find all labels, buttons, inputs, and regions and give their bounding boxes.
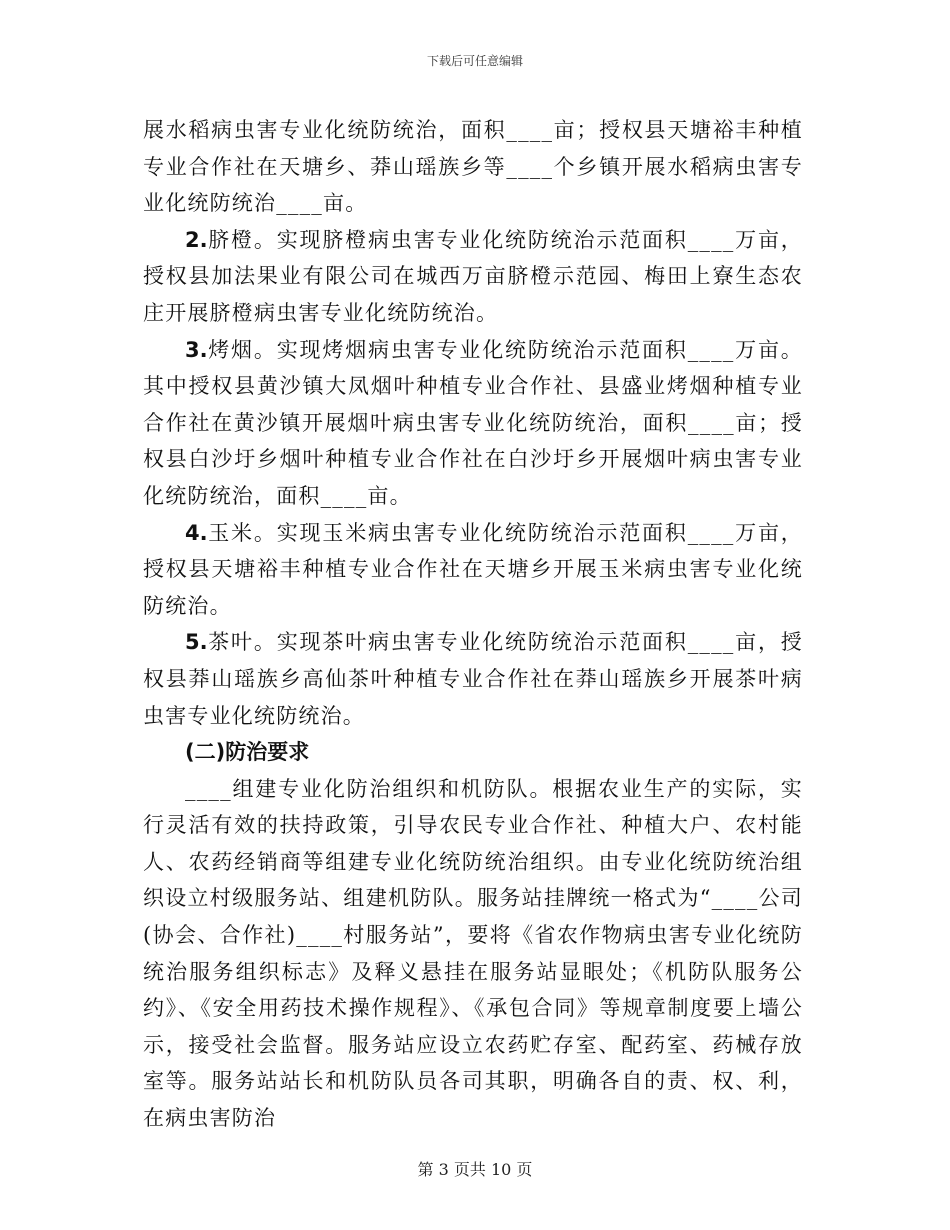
section-subheading: (二)防治要求 xyxy=(185,740,310,765)
page-footer: 第 3 页共 10 页 xyxy=(417,1160,533,1179)
paragraph-continued: 展水稻病虫害专业化统防统治，面积____亩；授权县天塘裕丰种植专业合作社在天塘乡、莽山瑶族乡等____个乡镇开展水稻病虫害专业化统防统治____亩。 xyxy=(143,118,803,216)
paragraph-requirements: ____组建专业化防治组织和机防队。根据农业生产的实际，实行灵活有效的扶持政策，引导农民专业合作社、种植大户、农村能人、农药经销商等组建专业化统防统治组织。由专业化统防统治组织设立村级服务站、组建机防队。服务站挂牌统一格式为“____公司(协会、合作社)____村服务站”，要将《省农作物病虫害专业化统防统治服务组织标志》及释义悬挂在服务站显眼处；《机防队服务公约》、《安全用药技术操作规程》、《承包合同》等规章制度要上墙公示，接受社会监督。服务站应设立农药贮存室、配药室、药械存放室等。服务站站长和机防队员各司其职，明确各自的责、权、利，在病虫害防治 xyxy=(143,776,803,1131)
list-number: 5. xyxy=(185,630,208,655)
list-item-text: 玉米。实现玉米病虫害专业化统防统治示范面积____万亩，授权县天塘裕丰种植专业合作社在天塘乡开展玉米病虫害专业化统防统治。 xyxy=(143,520,803,618)
list-item-navel-orange xyxy=(143,222,803,332)
list-number: 2. xyxy=(185,227,208,252)
list-item-corn xyxy=(143,515,803,625)
list-item-text: 脐橙。实现脐橙病虫害专业化统防统治示范面积____万亩，授权县加法果业有限公司在城西万亩脐橙示范园、梅田上寮生态农庄开展脐橙病虫害专业化统防统治。 xyxy=(143,227,803,325)
list-item-text: 烤烟。实现烤烟病虫害专业化统防统治示范面积____万亩。其中授权县黄沙镇大凤烟叶种植专业合作社、县盛业烤烟种植专业合作社在黄沙镇开展烟叶病虫害专业化统防统治，面积____亩；授权县白沙圩乡烟叶种植专业合作社在白沙圩乡开展烟叶病虫害专业化统防统治，面积____亩。 xyxy=(143,337,803,508)
list-number: 3. xyxy=(185,337,208,362)
list-item-tea xyxy=(143,624,803,734)
list-item-tobacco xyxy=(143,332,803,515)
list-item-text: 茶叶。实现茶叶病虫害专业化统防统治示范面积____亩，授权县莽山瑶族乡高仙茶叶种植专业合作社在莽山瑶族乡开展茶叶病虫害专业化统防统治。 xyxy=(143,630,803,728)
document-body xyxy=(143,112,803,1137)
list-number: 4. xyxy=(185,520,208,545)
page-header: 下载后可任意编辑 xyxy=(426,54,523,68)
